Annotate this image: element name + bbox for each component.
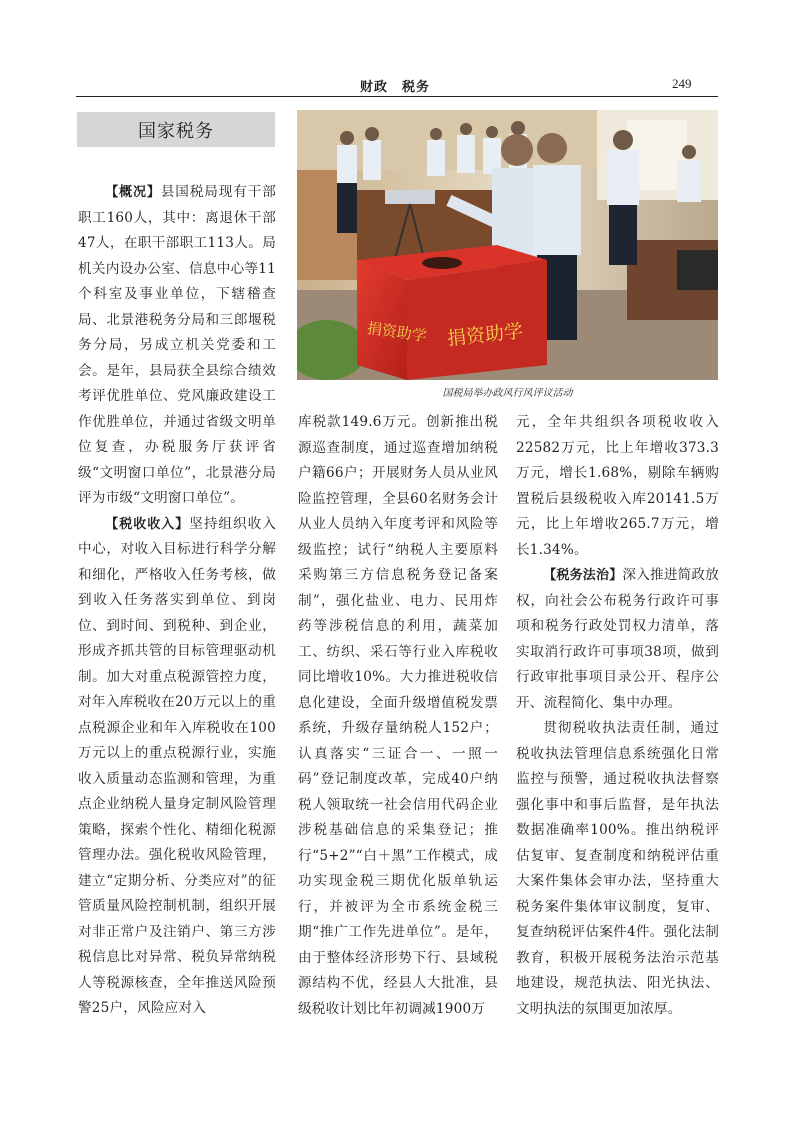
overview-paragraph: 【概况】县国税局现有干部职工160人，其中：离退休干部47人，在职干部职工113人。局机关内设办公室、信息中心等11个科室及事业单位，下辖稽查局、北景港税务分局和三郎堰税务分局，另成立机关党委和工会。是年，县局获全县综合绩效考评优胜单位、党风廉政建设工作优胜单位，并通过省级文明单位复查，办税服务厅获评省级“文明窗口单位”，北景港分局评为市级“文明窗口单位”。 — [78, 184, 276, 506]
tax-law-paragraph: 【税务法治】深入推进简政放权，向社会公布税务行政许可事项和税务行政处罚权力清单，落实取消行政许可事项38项，做到行政审批事项目录公开、程序公开、流程简化、集中办理。 — [516, 567, 720, 711]
tax-revenue-keyword: 【税收收入】 — [105, 516, 190, 532]
running-header-title: 财政 税务 — [359, 80, 430, 95]
text-column-1 — [78, 180, 276, 1022]
header-rule — [76, 96, 718, 97]
tax-revenue-paragraph: 【税收收入】坚持组织收入中心，对收入目标进行科学分解和细化，严格收入任务考核，做到收入任务落实到单位、到岗位、到时间、到税种、到企业，形成齐抓共管的目标管理驱动机制。加大对重点税源管控力度，对年入库税收在20万元以上的重点税源企业和年入库税收在100万元以上的重点税源行业，实施收入质量动态监测和管理，为重点企业纳税人量身定制风险管理策略，探索个性化、精细化税源管理办法。强化税收风险管理，建立“定期分析、分类应对”的征管质量风险控制机制，组织开展对非正常户及注销户、第三方涉税信息比对异常、税负异常纳税人等税源核查，全年推送风险预警25户，风险应对入 — [78, 515, 277, 1016]
section-title: 国家税务 — [77, 112, 275, 147]
event-photo — [297, 110, 718, 380]
tax-law-keyword: 【税务法治】 — [543, 568, 623, 583]
tax-revenue-end: 元，全年共组织各项税收收入22582万元，比上年增收373.3万元，增长1.68%，剔除车辆购置税后县级税收入库20141.5万元，比上年增收265.7万元，增长1.34%。 — [516, 414, 719, 558]
text-column-2 — [298, 410, 498, 1022]
box-label-left: 捐资助学 — [365, 319, 428, 346]
enforcement-paragraph: 贯彻税收执法责任制，通过税收执法管理信息系统强化日常监控与预警，通过税收执法督察强化事中和事后监督，是年执法数据准确率100%。推出纳税评估复审、复查制度和纳税评估重大案件集体会审办法，坚持重大税务案件集体审议制度，复审、复查纳税评估案件4件。强化法制教育，积极开展税务法治示范基地建设，规范执法、阳光执法、文明执法的氛围更加浓厚。 — [516, 720, 719, 1017]
box-label-right: 捐资助学 — [446, 320, 525, 351]
tax-revenue-continued: 库税款149.6万元。创新推出税源巡查制度，通过巡查增加纳税户籍66户；开展财务人员从业风险监控管理，全县60名财务会计从业人员纳入年度考评和风险等级监控；试行“纳税人主要原料采购第三方信息税务登记备案制”，强化盐业、电力、民用炸药等涉税信息的利用，蔬菜加工、纺织、采石等行业入库税收同比增收10%。大力推进税收信息化建设，全面升级增值税发票系统，升级存量纳税人152户；认真落实“三证合一、一照一码”登记制度改革，完成40户纳税人领取统一社会信用代码企业涉税基础信息的采集登记；推行“5+2”“白＋黑”工作模式，成功实现金税三期优化版单轨运行，并被评为全市系统金税三期“推广工作先进单位”。是年，由于整体经济形势下行、县域税源结构不优，经县人大批准，县级税收计划比年初调减1900万 — [298, 414, 498, 1017]
overview-keyword: 【概况】 — [105, 185, 161, 200]
text-column-3 — [516, 410, 719, 1022]
photo-caption: 国税局举办政风行风评议活动 — [442, 388, 573, 399]
page-number: 249 — [672, 76, 692, 91]
